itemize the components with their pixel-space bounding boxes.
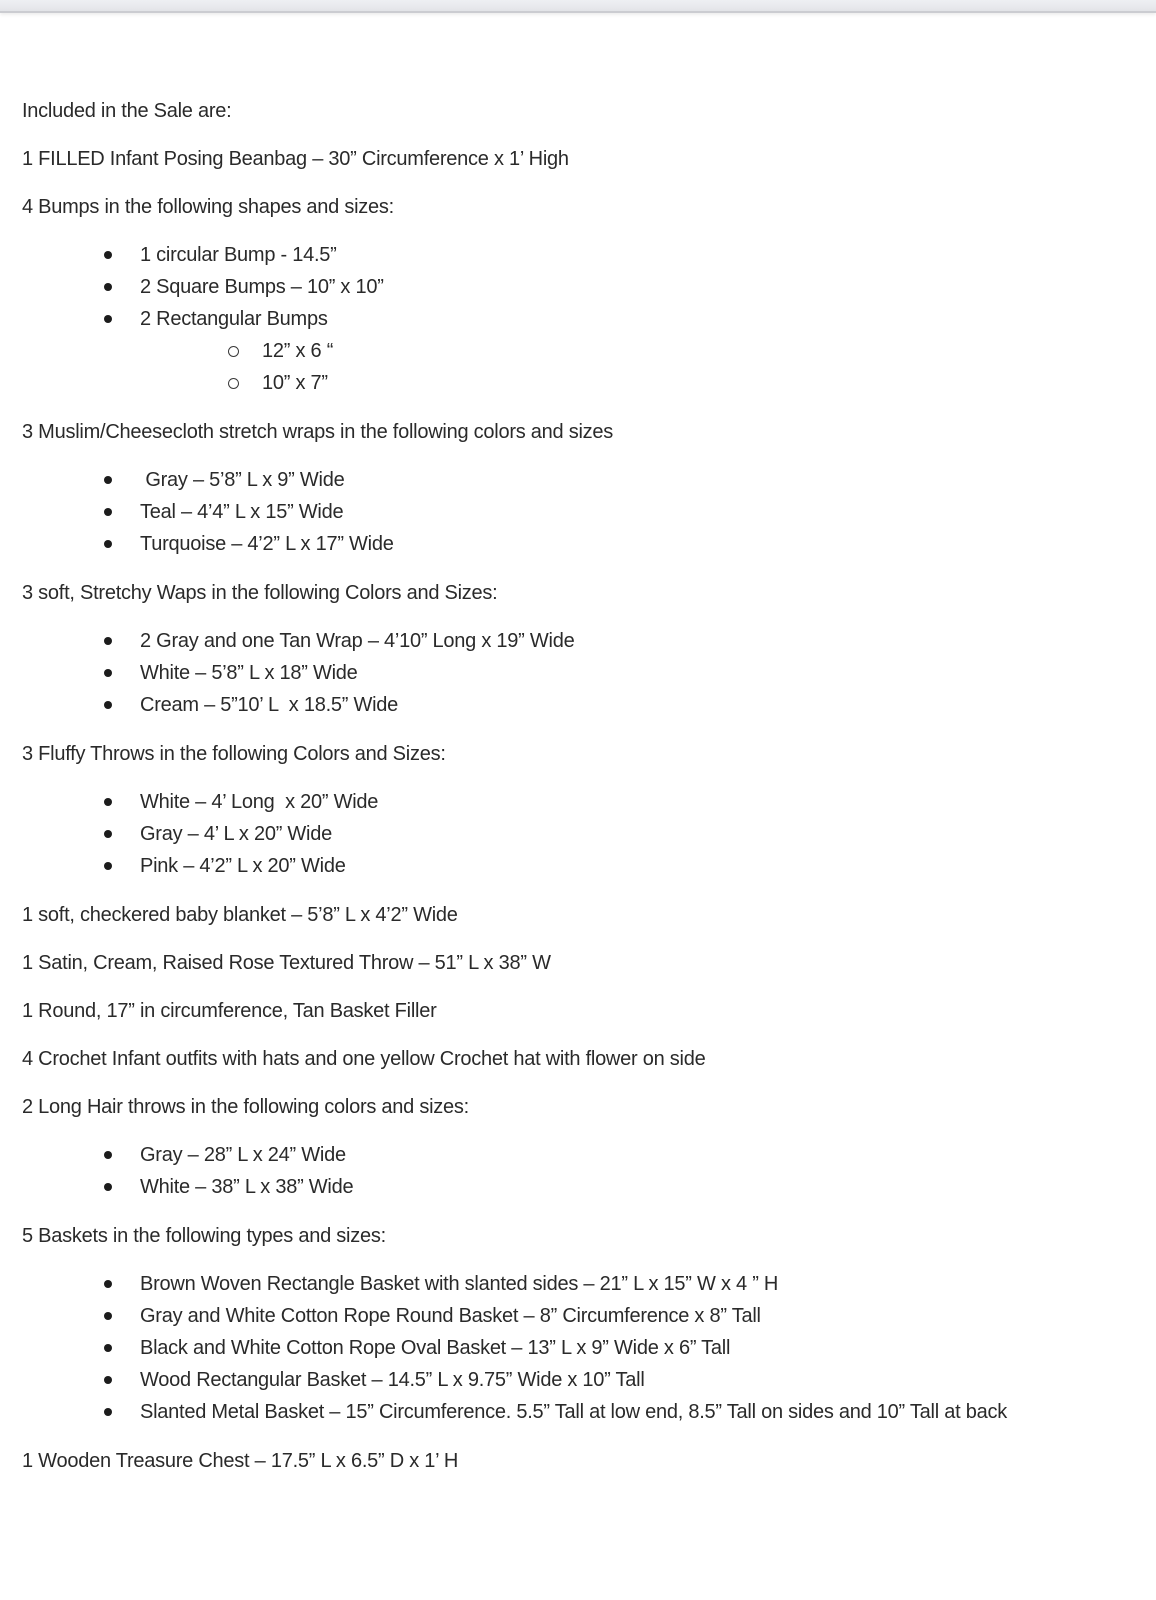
section-heading-bumps: 4 Bumps in the following shapes and sizes:: [22, 196, 394, 218]
list-item: [22, 818, 1126, 850]
bullet-icon: [104, 251, 112, 259]
list-item-text: 1 circular Bump - 14.5”: [140, 244, 337, 266]
list-item-text: Gray – 28” L x 24” Wide: [140, 1144, 346, 1166]
list-item: [22, 239, 1126, 271]
list-item: [22, 850, 1126, 882]
bullet-icon: [104, 669, 112, 677]
bullet-icon: [104, 1312, 112, 1320]
list-sub-item: [22, 367, 1126, 399]
bullet-icon: [104, 1408, 112, 1416]
item-line-treasure-chest: 1 Wooden Treasure Chest – 17.5” L x 6.5” D x 1’ H: [22, 1450, 459, 1472]
bullet-icon: [104, 1280, 112, 1288]
circle-bullet-icon: [228, 378, 239, 389]
bullet-icon: [104, 1151, 112, 1159]
list-item: [22, 1300, 1126, 1332]
list-item-text: Slanted Metal Basket – 15” Circumference. 5.5” Tall at low end, 8.5” Tall on sides and 10” Tall at back: [140, 1401, 1007, 1423]
bullet-icon: [104, 1376, 112, 1384]
list-item: [22, 1332, 1126, 1364]
list-item-text: 2 Rectangular Bumps: [140, 308, 328, 330]
fluffy-throws-list: [22, 786, 1126, 882]
list-item-text: Gray – 4’ L x 20” Wide: [140, 823, 332, 845]
bullet-icon: [104, 701, 112, 709]
circle-bullet-icon: [228, 346, 239, 357]
bullet-icon: [104, 283, 112, 291]
bullet-icon: [104, 540, 112, 548]
list-item: [22, 625, 1126, 657]
section-heading-baskets: 5 Baskets in the following types and sizes:: [22, 1225, 386, 1247]
item-line-basket-filler: 1 Round, 17” in circumference, Tan Basket Filler: [22, 1000, 437, 1022]
stretchy-wraps-list: [22, 625, 1126, 721]
list-item: [22, 689, 1126, 721]
list-item-text: Wood Rectangular Basket – 14.5” L x 9.75” Wide x 10” Tall: [140, 1369, 645, 1391]
list-item: [22, 496, 1126, 528]
section-heading-fluffy-throws: 3 Fluffy Throws in the following Colors and Sizes:: [22, 743, 446, 765]
list-item: [22, 1268, 1126, 1300]
list-item-text: White – 4’ Long x 20” Wide: [140, 791, 379, 813]
baskets-list: [22, 1268, 1126, 1428]
long-hair-throws-list: [22, 1139, 1126, 1203]
list-item-text: White – 38” L x 38” Wide: [140, 1176, 354, 1198]
list-item: [22, 657, 1126, 689]
list-item: [22, 1364, 1126, 1396]
list-item: [22, 1171, 1126, 1203]
list-item: [22, 1396, 1126, 1428]
list-item-text: Black and White Cotton Rope Oval Basket – 13” L x 9” Wide x 6” Tall: [140, 1337, 731, 1359]
section-heading-stretchy-wraps: 3 soft, Stretchy Waps in the following Colors and Sizes:: [22, 582, 498, 604]
list-item-text: 2 Gray and one Tan Wrap – 4’10” Long x 19” Wide: [140, 630, 575, 652]
list-item-text: Gray – 5’8” L x 9” Wide: [140, 469, 345, 491]
list-item: [22, 786, 1126, 818]
list-item: [22, 303, 1126, 335]
list-item-text: 2 Square Bumps – 10” x 10”: [140, 276, 384, 298]
list-item: [22, 528, 1126, 560]
document-body: [0, 13, 1156, 1477]
list-item-text: Gray and White Cotton Rope Round Basket – 8” Circumference x 8” Tall: [140, 1305, 761, 1327]
intro-line: Included in the Sale are:: [22, 100, 232, 122]
list-item-text: Brown Woven Rectangle Basket with slanted sides – 21” L x 15” W x 4 ” H: [140, 1273, 779, 1295]
list-item-text: Teal – 4’4” L x 15” Wide: [140, 501, 344, 523]
bumps-list: [22, 239, 1126, 399]
window-top-edge: [0, 0, 1156, 13]
list-item-text: Pink – 4’2” L x 20” Wide: [140, 855, 346, 877]
section-heading-long-hair-throws: 2 Long Hair throws in the following colors and sizes:: [22, 1096, 469, 1118]
list-item-text: Turquoise – 4’2” L x 17” Wide: [140, 533, 394, 555]
list-item-text: 10” x 7”: [262, 372, 328, 394]
item-line-baby-blanket: 1 soft, checkered baby blanket – 5’8” L x 4’2” Wide: [22, 904, 458, 926]
bullet-icon: [104, 1183, 112, 1191]
list-item-text: White – 5’8” L x 18” Wide: [140, 662, 358, 684]
bullet-icon: [104, 315, 112, 323]
bullet-icon: [104, 798, 112, 806]
section-heading-cheesecloth-wraps: 3 Muslim/Cheesecloth stretch wraps in the following colors and sizes: [22, 421, 614, 443]
list-item-text: 12” x 6 “: [262, 340, 334, 362]
bullet-icon: [104, 862, 112, 870]
list-sub-item: [22, 335, 1126, 367]
bullet-icon: [104, 830, 112, 838]
bullet-icon: [104, 508, 112, 516]
cheesecloth-wraps-list: [22, 464, 1126, 560]
list-item: [22, 1139, 1126, 1171]
item-line-crochet-outfits: 4 Crochet Infant outfits with hats and one yellow Crochet hat with flower on side: [22, 1048, 706, 1070]
item-line-satin-throw: 1 Satin, Cream, Raised Rose Textured Throw – 51” L x 38” W: [22, 952, 551, 974]
list-item-text: Cream – 5”10’ L x 18.5” Wide: [140, 694, 399, 716]
bullet-icon: [104, 637, 112, 645]
bullet-icon: [104, 1344, 112, 1352]
list-item: [22, 271, 1126, 303]
item-line-beanbag: 1 FILLED Infant Posing Beanbag – 30” Circumference x 1’ High: [22, 148, 569, 170]
bullet-icon: [104, 476, 112, 484]
list-item: [22, 464, 1126, 496]
